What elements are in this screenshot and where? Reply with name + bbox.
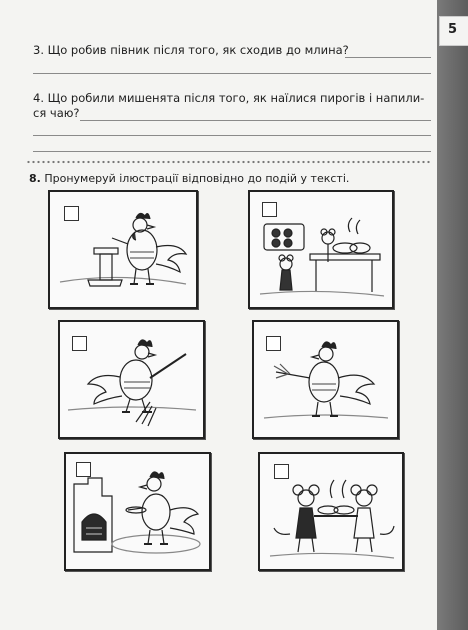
rooster-grinding-flour-drawing <box>50 192 196 307</box>
question-3 <box>33 43 349 57</box>
page-number: 5 <box>448 22 458 37</box>
illustration-rooster-with-flail <box>58 320 205 439</box>
answer-line-3a[interactable] <box>345 57 431 58</box>
illustration-rooster-holding-wheat <box>252 320 399 439</box>
illustration-rooster-baking-at-oven <box>64 452 211 571</box>
answer-line-4c[interactable] <box>33 151 431 152</box>
answer-line-4b[interactable] <box>33 135 431 136</box>
task-text: Пронумеруй ілюстрації відповідно до подій у тексті. <box>44 172 350 185</box>
question-4-text-1: 4. Що робили мишенята після того, як наїлися пирогів і напили- <box>33 91 425 105</box>
page-number-box <box>439 16 468 46</box>
question-4-text-2: ся чаю? <box>33 106 80 120</box>
illustration-rooster-grinding-flour <box>48 190 198 309</box>
answer-line-4a[interactable] <box>80 120 431 121</box>
task-number: 8. <box>29 172 41 185</box>
rooster-with-flail-drawing <box>60 322 203 437</box>
answer-line-3b[interactable] <box>33 73 431 74</box>
question-4-line-1 <box>33 91 424 105</box>
rooster-baking-drawing <box>66 454 209 569</box>
question-4-line-2 <box>33 106 80 120</box>
dotted-separator <box>26 160 432 164</box>
rooster-holding-wheat-drawing <box>254 322 397 437</box>
question-3-text: 3. Що робив півник після того, як сходив до млина? <box>33 43 349 57</box>
task-8 <box>29 172 349 185</box>
illustration-mice-at-oven-with-pies <box>248 190 394 309</box>
mice-at-oven-drawing <box>250 192 392 307</box>
mice-carrying-pies-drawing <box>260 454 402 569</box>
page-edge-strip <box>437 0 468 630</box>
illustration-mice-carrying-pies <box>258 452 404 571</box>
